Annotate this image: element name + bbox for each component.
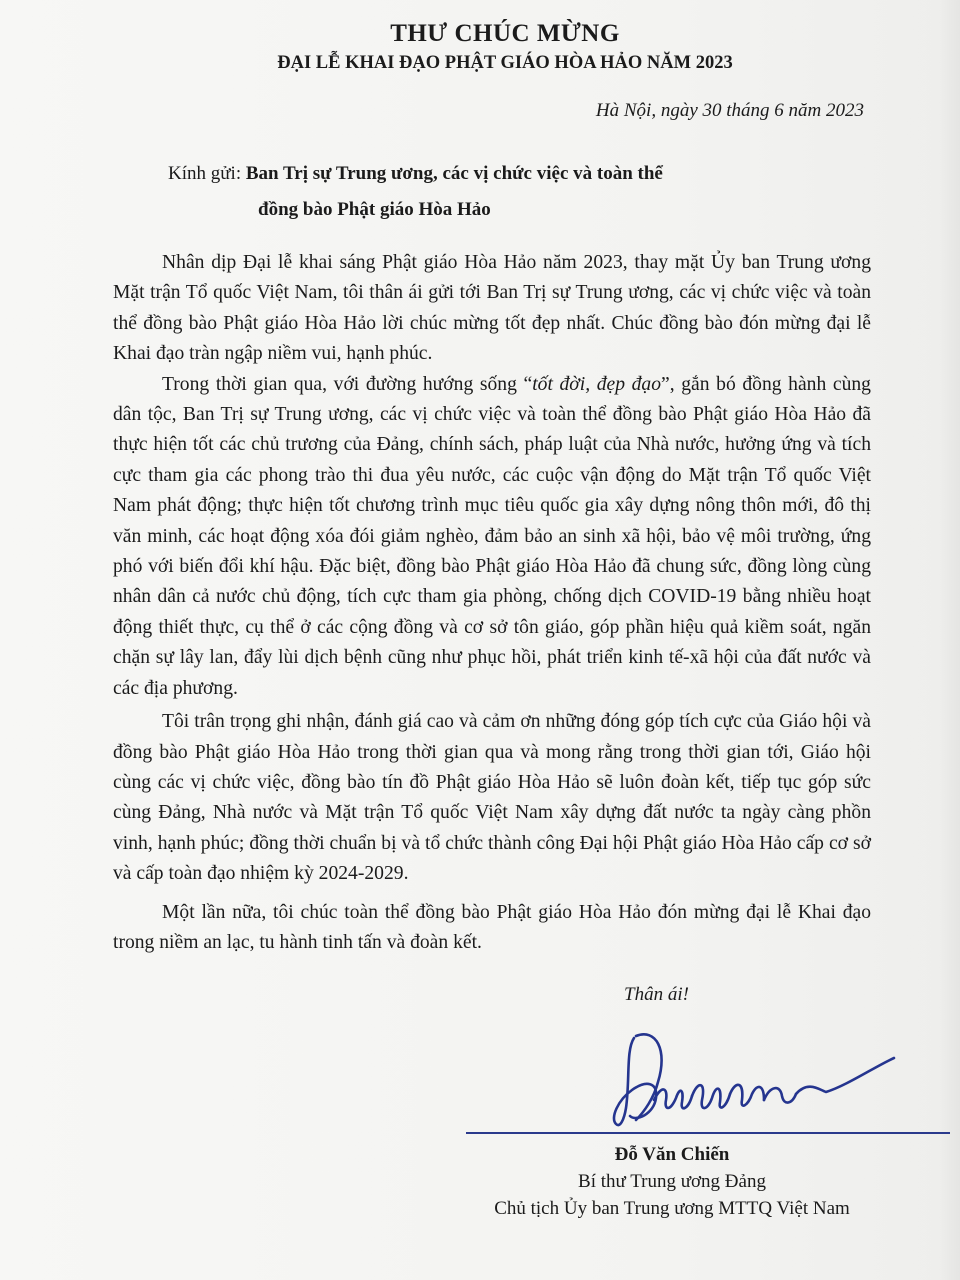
signer-name: Đỗ Văn Chiến (614, 1144, 730, 1165)
letter-title: THƯ CHÚC MỪNG (390, 20, 620, 47)
date-line: Hà Nội, ngày 30 tháng 6 năm 2023 (595, 100, 864, 121)
paragraph-2-rest: ”, gắn bó đồng hành cùng dân tộc, Ban Trị sự Trung ương, các vị chức việc và toàn thể đồng bào Phật giáo Hòa Hảo đã thực hiện tốt các chủ trương của Đảng, chính sách, pháp luật của Nhà nước, hưởng ứng và tích cực tham gia các phong trào thi đua yêu nước, các cuộc vận động do Mặt trận Tổ quốc Việt Nam phát động; thực hiện tốt chương trình mục tiêu quốc gia xây dựng nông thôn mới, đô thị văn minh, các hoạt động xóa đói giảm nghèo, đảm bảo an sinh xã hội, bảo vệ môi trường, ứng phó với biến đổi khí hậu. Đặc biệt, đồng bào Phật giáo Hòa Hảo đã chung sức, đồng lòng cùng nhân dân cả nước chủ động, tích cực tham gia phòng, chống dịch COVID-19 bằng nhiều hoạt động thiết thực, cụ thể ở các cộng đồng và cơ sở tôn giáo, góp phần hiệu quả kiềm soát, ngăn chặn sự lây lan, đẩy lùi dịch bệnh cũng như phục hồi, phát triển kinh tế-xã hội của đất nước và các địa phương. (113, 373, 871, 699)
body-paragraph-3: Tôi trân trọng ghi nhận, đánh giá cao và cảm ơn những đóng góp tích cực của Giáo hội và đồng bào Phật giáo Hòa Hảo trong thời gian qua và mong rằng trong thời gian tới, Giáo hội cùng các vị chức việc, đồng bào tín đồ Phật giáo Hòa Hảo sẽ luôn đoàn kết, tiếp tục góp sức cùng Đảng, Nhà nước và Mặt trận Tổ quốc Việt Nam xây dựng đất nước ta ngày càng phồn vinh, hạnh phúc; đồng thời chuẩn bị và tổ chức thành công Đại hội Phật giáo Hòa Hảo cấp cơ sở và cấp toàn đạo nhiệm kỳ 2024-2029. (113, 711, 871, 885)
body-paragraph-1: Nhân dịp Đại lễ khai sáng Phật giáo Hòa Hảo năm 2023, thay mặt Ủy ban Trung ương Mặt trận Tổ quốc Việt Nam, tôi thân ái gửi tới Ban Trị sự Trung ương, các vị chức việc và toàn thể đồng bào Phật giáo Hòa Hảo lời chúc mừng tốt đẹp nhất. Chúc đồng bào đón mừng đại lễ Khai đạo tràn ngập niềm vui, hạnh phúc. (113, 252, 871, 365)
signature-underline (466, 1132, 950, 1134)
body-paragraph-2 (113, 370, 871, 704)
motto-emphasis: tốt đời, đẹp đạo (532, 373, 662, 395)
signer-title-2: Chủ tịch Ủy ban Trung ương MTTQ Việt Nam (494, 1198, 850, 1219)
letter-subtitle: ĐẠI LỄ KHAI ĐẠO PHẬT GIÁO HÒA HẢO NĂM 2023 (277, 53, 733, 73)
letter-body (113, 248, 871, 958)
closing-salutation: Thân ái! (624, 984, 689, 1005)
body-paragraph-4: Một lần nữa, tôi chúc toàn thể đồng bào Phật giáo Hòa Hảo đón mừng đại lễ Khai đạo trong niềm an lạc, tu hành tinh tấn và đoàn kết. (113, 901, 871, 953)
recipient-line-2: đồng bào Phật giáo Hòa Hảo (258, 199, 491, 220)
salutation-prefix: Kính gửi: (168, 163, 246, 184)
recipient-line-1: Ban Trị sự Trung ương, các vị chức việc và toàn thể (245, 163, 663, 184)
salutation (168, 156, 663, 220)
signer-title-1: Bí thư Trung ương Đảng (578, 1171, 766, 1192)
page-edge-shadow (938, 0, 960, 1280)
signer-block (460, 1141, 884, 1222)
handwritten-signature (596, 1020, 896, 1135)
paragraph-2-lead: Trong thời gian qua, với đường hướng sống “ (162, 373, 533, 395)
